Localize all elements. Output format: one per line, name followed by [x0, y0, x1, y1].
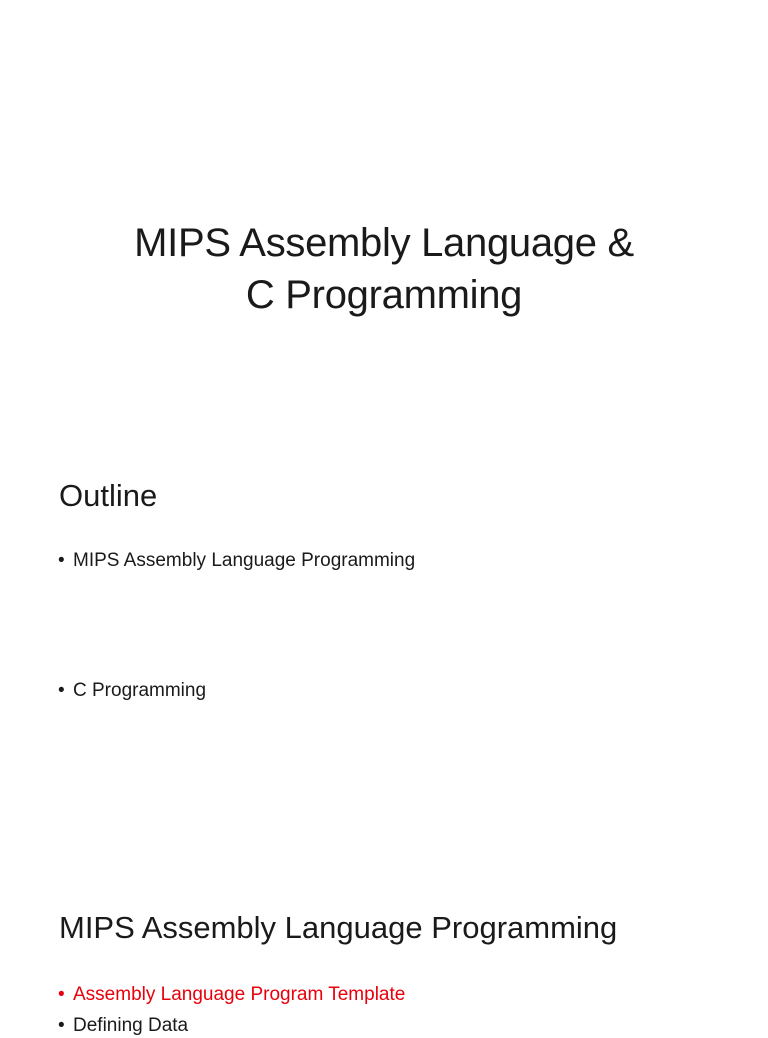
section-bullet-2: [58, 1014, 188, 1038]
bullet-glyph: •: [58, 550, 65, 571]
section-bullet-1-text: Assembly Language Program Template: [73, 984, 406, 1005]
outline-bullet-2-text: C Programming: [73, 680, 207, 701]
outline-bullet-1: [58, 549, 415, 573]
title-line-2: C Programming: [245, 272, 523, 317]
outline-heading: Outline: [59, 478, 158, 513]
presentation-title: [0, 217, 768, 321]
bullet-glyph: •: [58, 680, 65, 701]
outline-slide: [0, 432, 768, 864]
title-line-1: MIPS Assembly Language &: [134, 220, 634, 265]
title-slide: [0, 0, 768, 432]
section-bullet-2-text: Defining Data: [73, 1015, 189, 1036]
bullet-glyph: •: [58, 1015, 65, 1036]
bullet-glyph: •: [58, 984, 65, 1005]
outline-bullet-2: [58, 679, 206, 703]
section-slide: [0, 864, 768, 1036]
section-heading: MIPS Assembly Language Programming: [59, 910, 618, 945]
outline-bullet-1-text: MIPS Assembly Language Programming: [73, 550, 416, 571]
section-bullet-1: [58, 983, 405, 1007]
